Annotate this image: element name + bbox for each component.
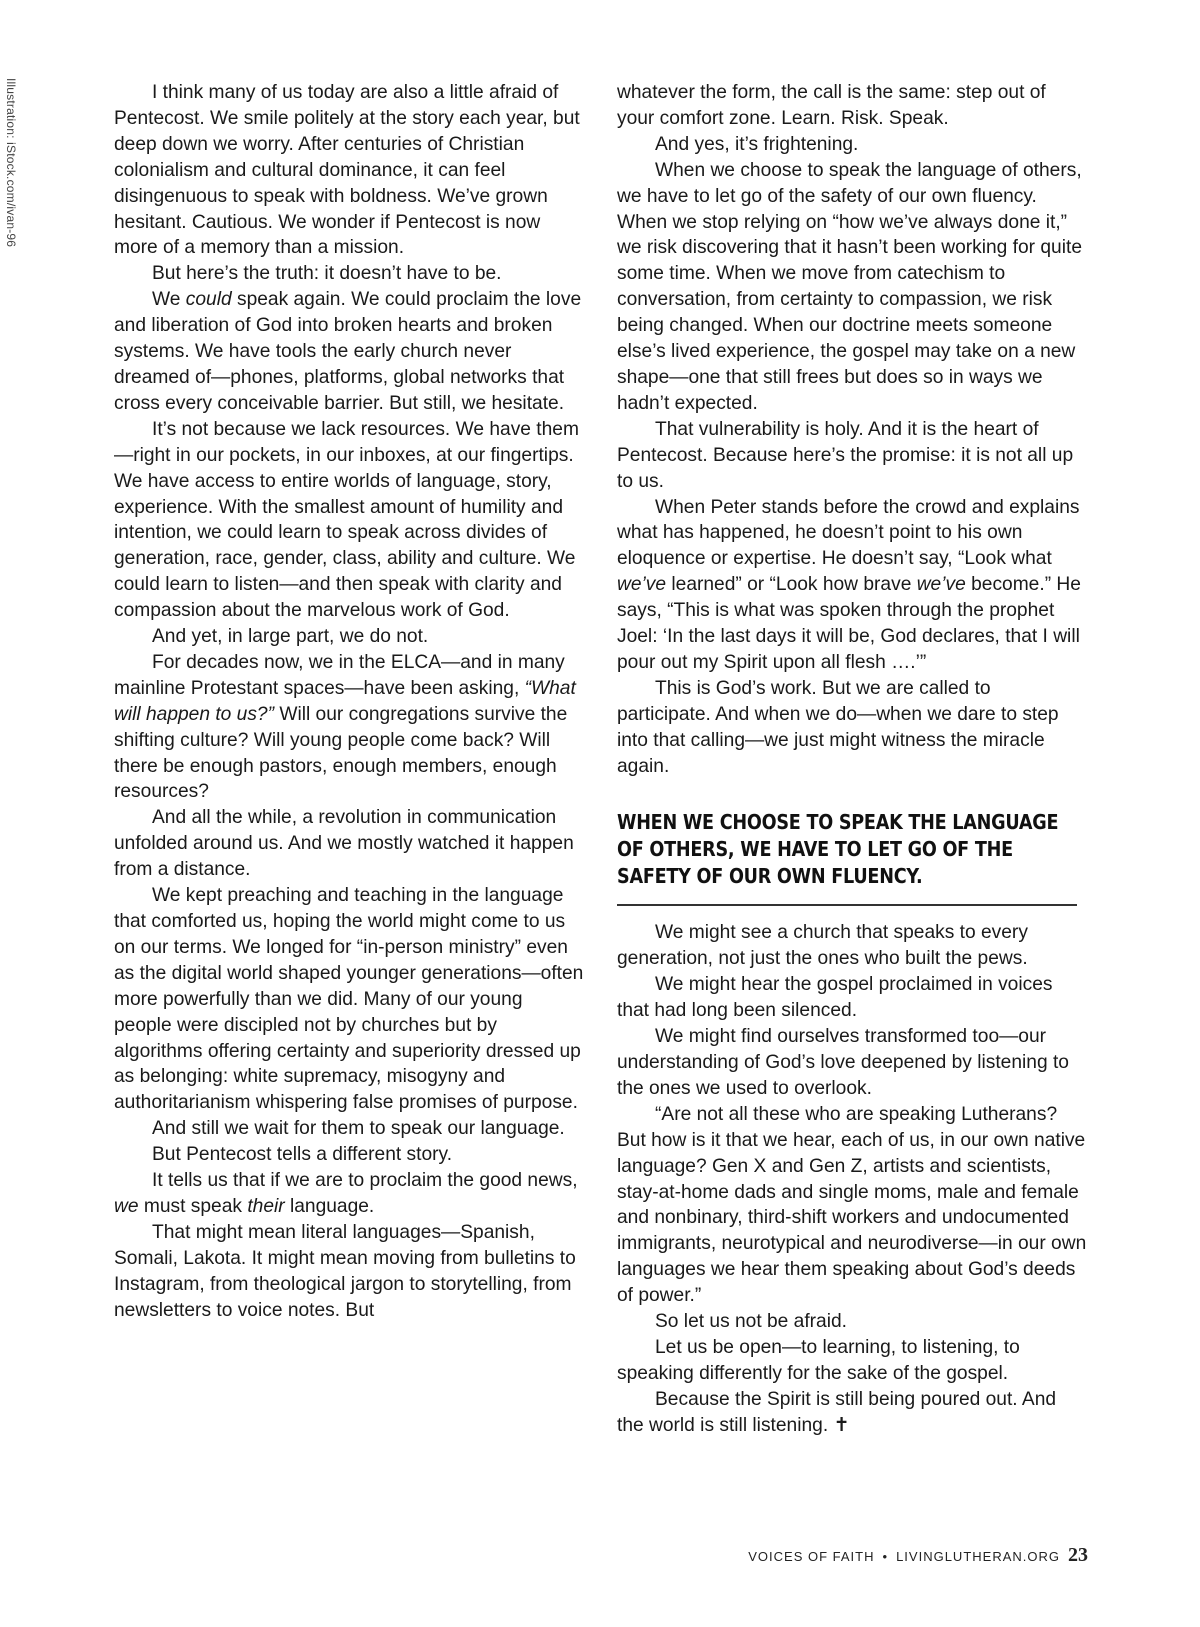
paragraph: And yes, it’s frightening.: [655, 133, 859, 155]
paragraph: We might see a church that speaks to every generation, not just the ones who built the pews.: [617, 922, 1028, 970]
paragraph: This is God’s work. But we are called to participate. And when we do—when we dare to step into that calling—we just might witness the miracle again.: [617, 677, 1059, 777]
paragraph: We kept preaching and teaching in the language that comforted us, hoping the world might come to us on our terms. We longed for “in-person ministry” even as the digital world shaped younger generations—often more powerfully than we did. Many of our young people were discipled not by churches but by algorithms offering certainty and superiority dressed up as belonging: white supremacy, misogyny and authoritarianism whispering false promises of purpose.: [114, 885, 584, 1114]
left-column: [114, 80, 584, 1324]
paragraph: “Are not all these who are speaking Lutherans? But how is it that we hear, each of us, in our own native language? Gen X and Gen Z, artists and scientists, stay-at-home dads and single moms, male and female and nonbinary, third-shift workers and undocumented immigrants, neurotypical and neurodiverse—in our own languages we hear them speaking about God’s deeds of power.”: [617, 1103, 1087, 1307]
end-mark-icon: ✝: [828, 1414, 850, 1436]
illustration-credit: Illustration: iStock.com/ivan-96: [4, 78, 18, 248]
footer-section: VOICES OF FAITH: [748, 1549, 875, 1564]
paragraph: It tells us that if we are to proclaim the good news, we must speak their language.: [114, 1170, 578, 1217]
right-column-top: [617, 80, 1087, 779]
right-column-bottom: [617, 920, 1087, 1438]
paragraph: Let us be open—to learning, to listening, to speaking differently for the sake of the gospel.: [617, 1336, 1020, 1384]
right-column: [617, 80, 1087, 1439]
footer-site: LIVINGLUTHERAN.ORG: [896, 1549, 1060, 1564]
footer-separator: •: [882, 1549, 889, 1564]
paragraph: And yet, in large part, we do not.: [152, 626, 429, 648]
paragraph: So let us not be afraid.: [655, 1311, 847, 1333]
page-number: 23: [1068, 1544, 1088, 1566]
paragraph: And all the while, a revolution in communication unfolded around us. And we mostly watched it happen from a distance.: [114, 807, 574, 881]
paragraph: That vulnerability is holy. And it is the heart of Pentecost. Because here’s the promise: it is not all up to us.: [617, 418, 1074, 492]
paragraph: That might mean literal languages—Spanish, Somali, Lakota. It might mean moving from bulletins to Instagram, from theological jargon to storytelling, from newsletters to voice notes. But: [114, 1221, 576, 1321]
paragraph: I think many of us today are also a little afraid of Pentecost. We smile politely at the story each year, but deep down we worry. After centuries of Christian colonialism and cultural dominance, it can feel disingenuous to speak with boldness. We’ve grown hesitant. Cautious. We wonder if Pentecost is now more of a memory than a mission.: [114, 82, 580, 259]
paragraph: We might find ourselves transformed too—our understanding of God’s love deepened by listening to the ones we used to overlook.: [617, 1026, 1069, 1099]
paragraph: whatever the form, the call is the same: step out of your comfort zone. Learn. Risk. Speak.: [617, 82, 1046, 129]
pull-quote: WHEN WE CHOOSE TO SPEAK THE LANGUAGE OF OTHERS, WE HAVE TO LET GO OF THE SAFETY OF OUR OWN FLUENCY.: [617, 810, 1059, 889]
paragraph: Because the Spirit is still being poured out. And the world is still listening. ✝: [617, 1388, 1057, 1436]
paragraph: But Pentecost tells a different story.: [152, 1144, 453, 1166]
pull-quote-rule: [617, 904, 1077, 906]
paragraph: When we choose to speak the language of others, we have to let go of the safety of our own fluency. When we stop relying on “how we’ve always done it,” we risk discovering that it hasn’t been working for quite some time. When we move from catechism to conversation, from certainty to compassion, we risk being changed. When our doctrine meets someone else’s lived experience, the gospel may take on a new shape—one that still frees but does so in ways we hadn’t expected.: [617, 159, 1082, 414]
paragraph: It’s not because we lack resources. We have them—right in our pockets, in our inboxes, at our fingertips. We have access to entire worlds of language, story, experience. With the smallest amount of humility and intention, we could learn to speak across divides of generation, race, gender, class, ability and culture. We could learn to listen—and then speak with clarity and compassion about the marvelous work of God.: [114, 418, 579, 622]
page-footer: [748, 1544, 1088, 1567]
paragraph: We could speak again. We could proclaim the love and liberation of God into broken hearts and broken systems. We have tools the early church never dreamed of—phones, platforms, global networks that cross every conceivable barrier. But still, we hesitate.: [114, 289, 582, 414]
paragraph: But here’s the truth: it doesn’t have to be.: [152, 263, 502, 285]
paragraph: We might hear the gospel proclaimed in voices that had long been silenced.: [617, 974, 1053, 1022]
paragraph: For decades now, we in the ELCA—and in many mainline Protestant spaces—have been asking, “What will happen to us?” Will our congregations survive the shifting culture? Will young people come back? Will there be enough pastors, enough members, enough resources?: [114, 651, 576, 803]
paragraph: When Peter stands before the crowd and explains what has happened, he doesn’t point to his own eloquence or expertise. He doesn’t say, “Look what we’ve learned” or “Look how brave we’ve become.” He says, “This is what was spoken through the prophet Joel: ‘In the last days it will be, God declares, that I will pour out my Spirit upon all flesh ….’”: [617, 496, 1081, 673]
paragraph: And still we wait for them to speak our language.: [152, 1118, 565, 1140]
